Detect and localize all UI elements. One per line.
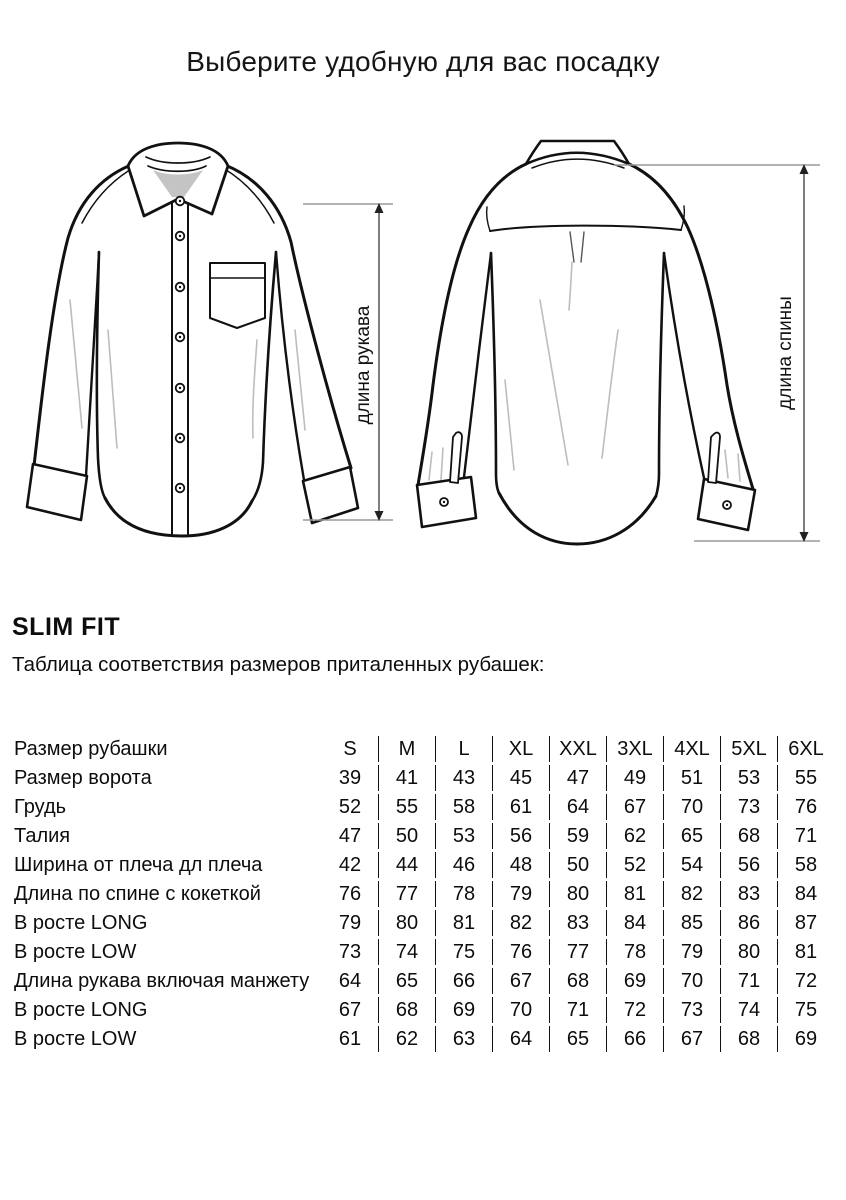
size-value-cell: 53 [720, 765, 777, 791]
row-label: В росте LONG [14, 999, 148, 1021]
size-value-cell: 52 [338, 796, 362, 818]
size-value-cell: 65 [549, 1026, 606, 1052]
row-label: Ширина от плеча дл плеча [14, 854, 263, 876]
table-row [12, 823, 834, 849]
back-left-sleeve-outer [418, 164, 526, 485]
size-value-cell: 69 [435, 997, 492, 1023]
table-header-row [12, 736, 834, 762]
back-body-right-seam [656, 253, 664, 496]
table-row [12, 1026, 834, 1052]
size-value-cell: 70 [492, 997, 549, 1023]
size-value-cell: 76 [338, 883, 362, 905]
size-value-cell: 64 [549, 794, 606, 820]
size-value-cell: 53 [435, 823, 492, 849]
size-value-cell: 63 [435, 1026, 492, 1052]
size-value-cell: 67 [338, 999, 362, 1021]
size-value-cell: 50 [549, 852, 606, 878]
row-label: Размер рубашки [14, 738, 168, 760]
back-right-cuff-button-dot [726, 504, 728, 506]
size-value-cell: 66 [606, 1026, 663, 1052]
table-row [12, 794, 834, 820]
size-header-cell: S [343, 738, 357, 760]
size-header-cell: 3XL [606, 736, 663, 762]
size-value-cell: 67 [492, 968, 549, 994]
size-header-cell: 4XL [663, 736, 720, 762]
size-value-cell: 65 [663, 823, 720, 849]
size-value-cell: 47 [338, 825, 362, 847]
row-label: Талия [14, 825, 71, 847]
size-value-cell: 44 [378, 852, 435, 878]
back-right-sleeve-placket [708, 433, 720, 483]
size-header-cell: XXL [549, 736, 606, 762]
size-value-cell: 68 [720, 823, 777, 849]
front-left-cuff [27, 464, 87, 520]
size-value-cell: 67 [606, 794, 663, 820]
back-left-cuff-button-dot [443, 501, 445, 503]
size-value-cell: 68 [378, 997, 435, 1023]
size-header-cell: L [435, 736, 492, 762]
size-value-cell: 58 [777, 852, 834, 878]
size-value-cell: 81 [606, 881, 663, 907]
size-value-cell: 66 [435, 968, 492, 994]
size-value-cell: 59 [549, 823, 606, 849]
size-value-cell: 87 [777, 910, 834, 936]
size-value-cell: 61 [338, 1028, 362, 1050]
size-value-cell: 74 [378, 939, 435, 965]
size-value-cell: 42 [338, 854, 362, 876]
size-value-cell: 71 [777, 823, 834, 849]
size-value-cell: 83 [720, 881, 777, 907]
size-value-cell: 62 [378, 1026, 435, 1052]
back-yoke-left-end [487, 207, 490, 231]
size-value-cell: 45 [492, 765, 549, 791]
size-value-cell: 81 [435, 910, 492, 936]
row-label: В росте LOW [14, 1028, 137, 1050]
size-value-cell: 75 [435, 939, 492, 965]
size-value-cell: 58 [435, 794, 492, 820]
size-value-cell: 80 [720, 939, 777, 965]
size-header-cell: M [378, 736, 435, 762]
size-value-cell: 70 [663, 968, 720, 994]
size-value-cell: 65 [378, 968, 435, 994]
size-value-cell: 72 [606, 997, 663, 1023]
size-value-cell: 47 [549, 765, 606, 791]
table-caption: Таблица соответствия размеров приталенных рубашек: [12, 653, 545, 676]
size-value-cell: 55 [777, 765, 834, 791]
size-value-cell: 71 [720, 968, 777, 994]
back-body-left-seam [491, 253, 499, 493]
size-value-cell: 69 [777, 1026, 834, 1052]
size-value-cell: 73 [720, 794, 777, 820]
size-table [12, 733, 834, 1055]
back-yoke-seam [490, 226, 681, 231]
size-value-cell: 74 [720, 997, 777, 1023]
front-left-sleeve-outer [34, 165, 131, 466]
size-value-cell: 61 [492, 794, 549, 820]
back-right-sleeve-outer [629, 164, 753, 489]
size-value-cell: 50 [378, 823, 435, 849]
size-value-cell: 82 [492, 910, 549, 936]
size-value-cell: 69 [606, 968, 663, 994]
front-hem [105, 498, 252, 536]
front-right-cuff [303, 467, 358, 523]
shirt-front-drawing [27, 143, 358, 536]
size-header-cell: XL [492, 736, 549, 762]
size-value-cell: 70 [663, 794, 720, 820]
table-row [12, 939, 834, 965]
size-value-cell: 55 [378, 794, 435, 820]
size-header-cell: 5XL [720, 736, 777, 762]
size-value-cell: 71 [549, 997, 606, 1023]
size-value-cell: 43 [435, 765, 492, 791]
back-collar [526, 141, 629, 164]
sleeve-length-label: длина рукава [353, 305, 374, 425]
size-value-cell: 52 [606, 852, 663, 878]
row-label: Размер ворота [14, 767, 152, 789]
back-left-sleeve-placket [450, 432, 462, 483]
table-row [12, 881, 834, 907]
size-value-cell: 48 [492, 852, 549, 878]
size-value-cell: 73 [338, 941, 362, 963]
back-collar-base-line [532, 159, 624, 168]
table-row [12, 910, 834, 936]
row-label: Грудь [14, 796, 67, 818]
table-row [12, 997, 834, 1023]
size-value-cell: 51 [663, 765, 720, 791]
size-value-cell: 76 [492, 939, 549, 965]
size-value-cell: 49 [606, 765, 663, 791]
size-value-cell: 85 [663, 910, 720, 936]
row-label: В росте LONG [14, 912, 148, 934]
back-length-label: длина спины [775, 296, 796, 410]
size-value-cell: 84 [606, 910, 663, 936]
size-value-cell: 86 [720, 910, 777, 936]
size-value-cell: 75 [777, 997, 834, 1023]
size-value-cell: 79 [492, 881, 549, 907]
back-left-sleeve-inner [464, 253, 491, 477]
size-value-cell: 62 [606, 823, 663, 849]
size-value-cell: 77 [549, 939, 606, 965]
row-label: В росте LOW [14, 941, 137, 963]
back-right-sleeve-inner [664, 253, 704, 478]
size-value-cell: 79 [338, 912, 362, 934]
row-label: Длина рукава включая манжету [14, 970, 310, 992]
size-value-cell: 46 [435, 852, 492, 878]
size-header-cell: 6XL [777, 736, 834, 762]
back-pleat-line-1 [570, 232, 574, 262]
size-value-cell: 39 [338, 767, 362, 789]
size-value-cell: 56 [492, 823, 549, 849]
size-value-cell: 73 [663, 997, 720, 1023]
front-chest-pocket [210, 263, 265, 328]
size-value-cell: 78 [606, 939, 663, 965]
table-row [12, 852, 834, 878]
size-value-cell: 84 [777, 881, 834, 907]
back-hem [499, 493, 656, 544]
size-value-cell: 68 [720, 1026, 777, 1052]
fit-heading: SLIM FIT [12, 613, 121, 641]
size-value-cell: 64 [492, 1026, 549, 1052]
size-value-cell: 56 [720, 852, 777, 878]
size-value-cell: 78 [435, 881, 492, 907]
size-value-cell: 67 [663, 1026, 720, 1052]
shirt-back-drawing [417, 141, 755, 544]
size-value-cell: 79 [663, 939, 720, 965]
page-title: Выберите удобную для вас посадку [186, 46, 660, 77]
size-value-cell: 41 [378, 765, 435, 791]
size-value-cell: 72 [777, 968, 834, 994]
size-value-cell: 64 [338, 970, 362, 992]
size-value-cell: 80 [549, 881, 606, 907]
back-pleat-line-2 [581, 232, 584, 262]
size-value-cell: 81 [777, 939, 834, 965]
size-value-cell: 83 [549, 910, 606, 936]
table-row [12, 765, 834, 791]
size-value-cell: 77 [378, 881, 435, 907]
size-value-cell: 54 [663, 852, 720, 878]
size-value-cell: 80 [378, 910, 435, 936]
size-value-cell: 76 [777, 794, 834, 820]
size-value-cell: 82 [663, 881, 720, 907]
size-table-body [12, 736, 834, 1052]
row-label: Длина по спине с кокеткой [14, 883, 261, 905]
table-row [12, 968, 834, 994]
size-value-cell: 68 [549, 968, 606, 994]
front-buttons [176, 197, 185, 493]
